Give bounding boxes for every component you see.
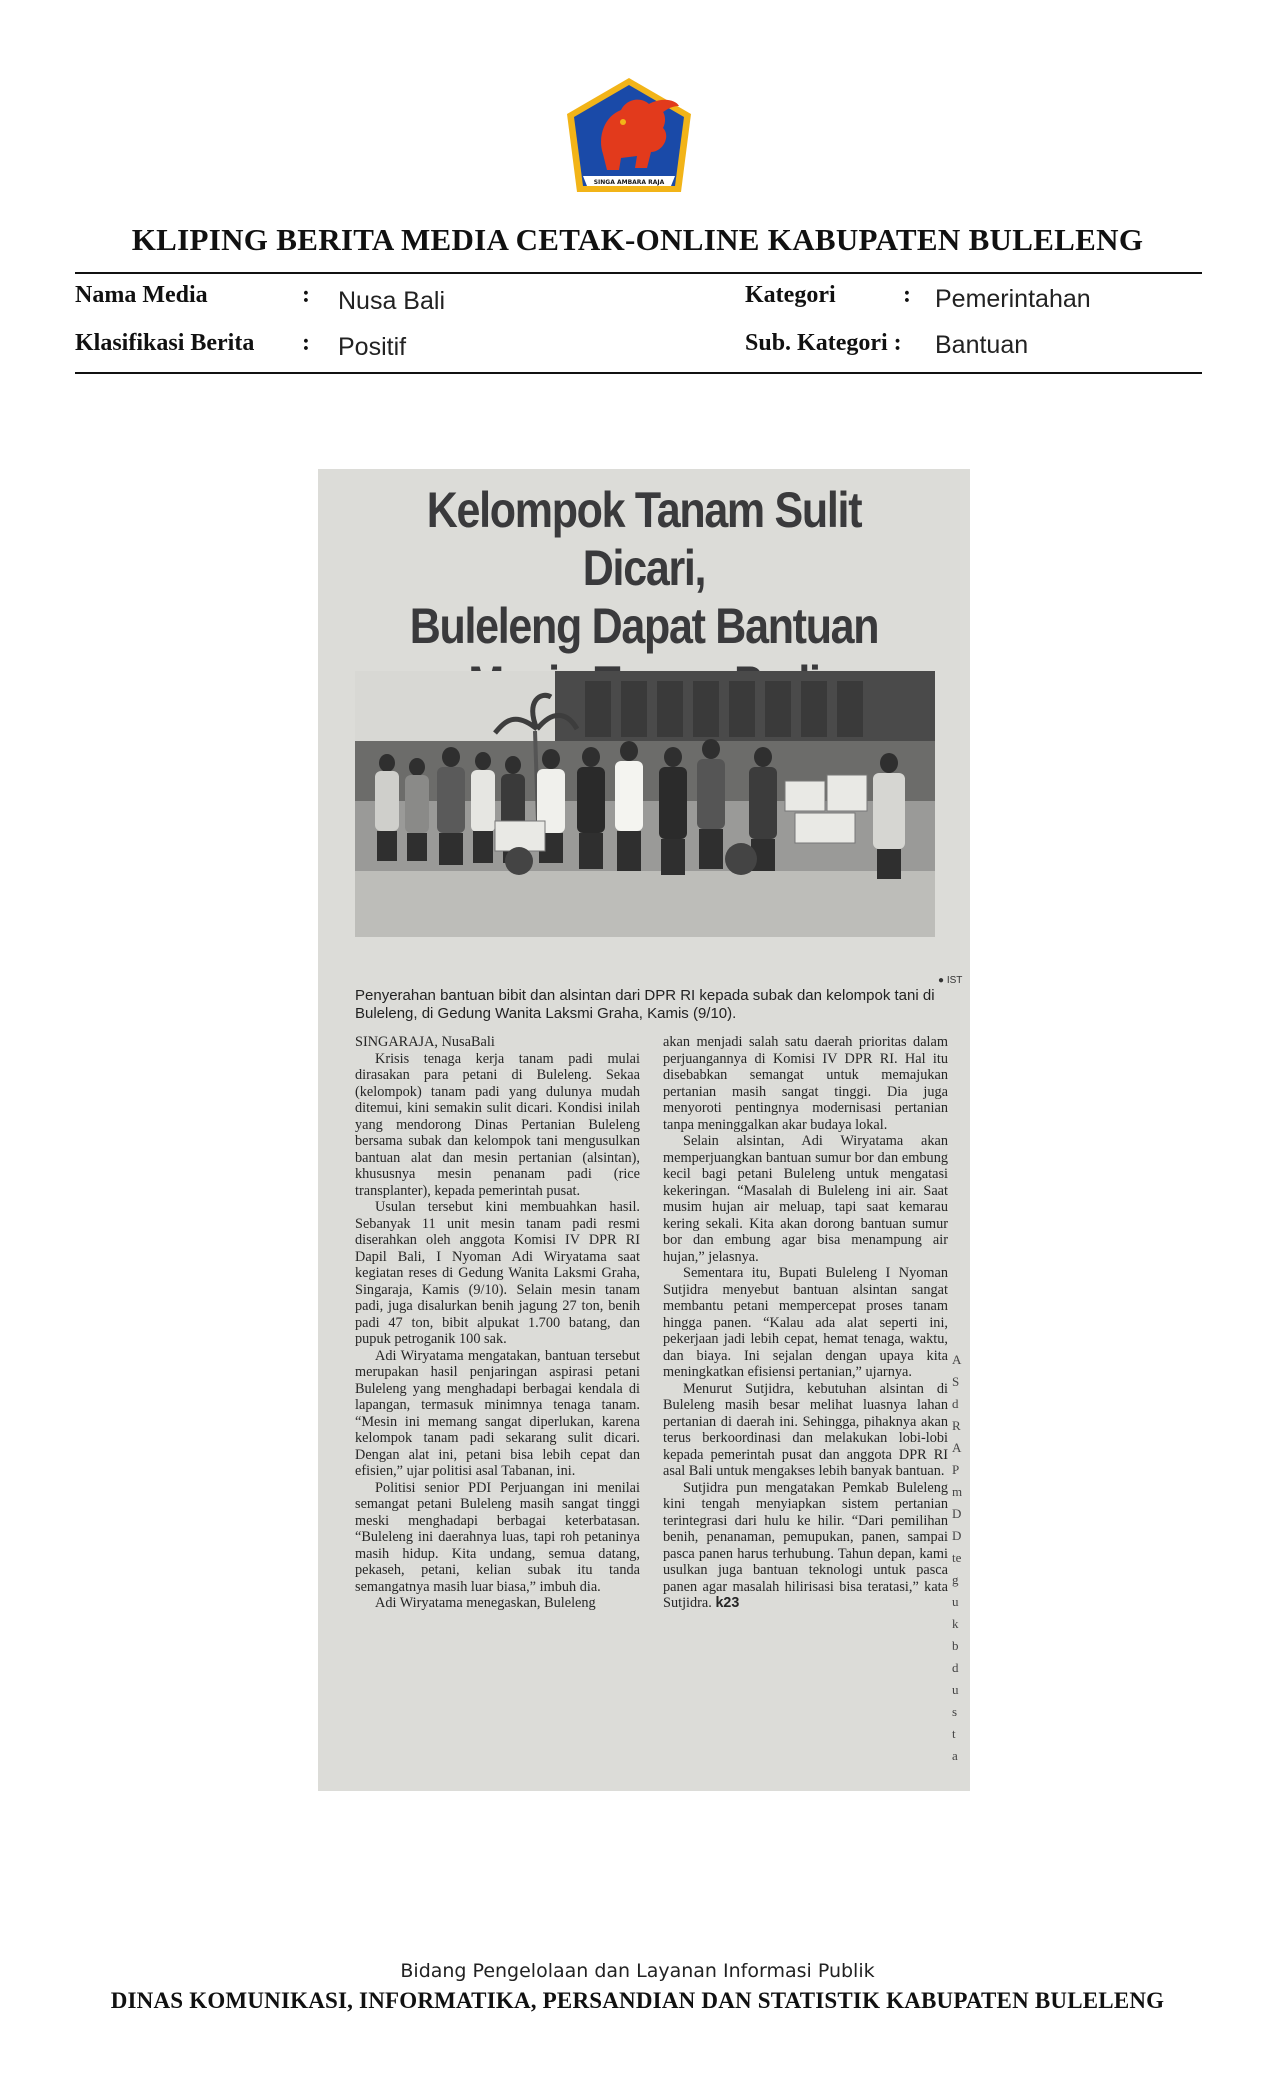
photo-credit: ● IST [938,975,963,986]
paragraph: Selain alsintan, Adi Wiryatama akan memperjuangkan bantuan sumur bor dan embung kecil bagi petani Buleleng untuk mengatasi kekeringan. “Masalah di Buleleng ini air. Saat musim hujan air meluap, tapi saat kemarau kering sekali. Kita akan dorong bantuan sumur bor dan embung agar bisa menampung air hujan,” jelasnya. [663,1133,948,1265]
nama-media-value: Nusa Bali [338,287,445,315]
edge-letter: D [952,1528,962,1543]
kategori-colon: : [903,282,911,308]
article-column-1 [355,1034,640,1612]
edge-letter: d [952,1660,959,1675]
paragraph: Politisi senior PDI Perjuangan ini menilai semangat petani Buleleng masih sangat tinggi meski menghadapi berbagai keterbatasan. “Buleleng ini daerahnya luas, tapi roh petaninya masih hidup. Kita undang, semua datang, pekaseh, petani, kelian subak itu tanda semangatnya masih luar biasa,” imbuh dia. [355,1479,640,1595]
header-divider-bottom [75,372,1202,374]
paragraph: Krisis tenaga kerja tanam padi mulai dirasakan para petani di Buleleng. Sekaa (kelompok) tanam padi yang dulunya mudah ditemui, kini semakin sulit dicari. Kondisi inilah yang mendorong Dinas Pertanian Buleleng bersama subak dan kelompok tani mengusulkan bantuan alat dan mesin pertanian (alsintan), khususnya mesin penanam padi (rice transplanter), kepada pemerintah pusat. [355,1050,640,1199]
nama-media-label: Nama Media [75,282,208,308]
edge-letter: u [952,1594,959,1609]
paragraph: Sementara itu, Bupati Buleleng I Nyoman Sutjidra menyebut bantuan alsintan sangat membantu petani mempercepat proses tanam hingga panen. “Kalau ada alat seperti ini, pekerjaan jadi lebih cepat, hemat tenaga, waktu, dan biaya. Ini sejalan dengan upaya kita meningkatkan efisiensi pertanian,” ujarnya. [663,1265,948,1380]
headline-line-2: Buleleng Dapat Bantuan [409,598,879,654]
edge-letter: s [952,1704,958,1719]
sub-kategori-label: Sub. Kategori : [745,330,902,356]
edge-letter: D [952,1506,962,1521]
author-signature: k23 [715,1595,740,1611]
edge-letter: u [952,1682,959,1697]
edge-letter: R [952,1418,961,1433]
paragraph [663,1480,948,1612]
edge-letter: d [952,1396,959,1411]
nama-media-colon: : [302,282,310,308]
kategori-label: Kategori [745,282,836,308]
logo-text: SINGA AMBARA RAJA [593,179,665,186]
paragraph: Adi Wiryatama menegaskan, Buleleng [375,1595,596,1611]
headline-line-1: Kelompok Tanam Sulit Dicari, [426,482,862,596]
edge-letter: P [952,1462,960,1477]
kategori-value: Pemerintahan [935,285,1091,313]
edge-letter: g [952,1572,959,1587]
paragraph: Usulan tersebut kini membuahkan hasil. Sebanyak 11 unit mesin tanam padi resmi diserahkan oleh anggota Komisi IV DPR RI Dapil Bali, I Nyoman Adi Wiryatama saat kegiatan reses di Gedung Wanita Laksmi Graha, Singaraja, Kamis (9/10). Selain mesin tanam padi, juga disalurkan benih jagung 27 ton, benih padi 47 ton, bibit alpukat 1.700 batang, dan pupuk petroganik 100 sak. [355,1199,640,1347]
footer-agency: DINAS KOMUNIKASI, INFORMATIKA, PERSANDIAN DAN STATISTIK KABUPATEN BULELENG [110,1988,1165,2013]
paragraph: Adi Wiryatama mengatakan, bantuan tersebut merupakan hasil penjaringan aspirasi petani Buleleng yang menghadapi berbagai kendala di lapangan, termasuk minimnya tenaga tanam. “Mesin ini memang sangat diperlukan, karena kelompok tanam padi sekarang sulit dicari. Dengan alat ini, petani bisa lebih cepat dan efisien,” ujar politisi asal Tabanan, ini. [355,1347,640,1479]
header-divider-top [75,272,1202,274]
edge-letter: m [952,1484,963,1499]
edge-letter: S [952,1374,960,1389]
klasifikasi-label: Klasifikasi Berita [75,330,255,356]
article-dateline: SINGARAJA, NusaBali [355,1034,495,1050]
footer-division: Bidang Pengelolaan dan Layanan Informasi Publik [400,1960,875,1982]
document-title: KLIPING BERITA MEDIA CETAK-ONLINE KABUPATEN BULELENG [131,222,1144,257]
klasifikasi-value: Positif [338,333,407,361]
edge-letter: A [952,1352,962,1367]
sub-kategori-value: Bantuan [935,331,1029,359]
buleleng-singa-ambara-raja-crest-icon [563,76,695,198]
photo-caption: Penyerahan bantuan bibit dan alsintan dari DPR RI kepada subak dan kelompok tani di Buleleng, di Gedung Wanita Laksmi Graha, Kamis (9/10). [355,987,935,1022]
edge-letter: t [952,1726,956,1741]
adjacent-column-fragment [952,1349,966,1767]
edge-letter: A [952,1440,962,1455]
edge-letter: b [952,1638,959,1653]
group-photo-handover-icon [355,671,935,937]
edge-letter: k [952,1616,959,1631]
edge-letter: te [952,1550,962,1565]
paragraph-text: Sutjidra pun mengatakan Pemkab Buleleng kini tengah menyiapkan sistem pertanian terintegrasi dari hulu ke hilir. “Dari pemilihan benih, penanaman, pemupukan, panen, sampai pasca panen harus terhubung. Tahun depan, kami usulkan juga bantuan teknologi untuk pasca panen agar masalah hilirisasi bisa teratasi,” kata Sutjidra. [663,1479,948,1611]
article-column-2 [663,1034,948,1612]
newspaper-clipping [318,469,970,1791]
paragraph: akan menjadi salah satu daerah prioritas dalam perjuangannya di Komisi IV DPR RI. Hal itu disebabkan semangat untuk memajukan pertanian masih sangat tinggi. Dia juga menyoroti pentingnya modernisasi pertanian tanpa meninggalkan akar budaya lokal. [663,1034,948,1133]
edge-letter: a [952,1748,958,1763]
paragraph: Menurut Sutjidra, kebutuhan alsintan di Buleleng masih besar melihat luasnya lahan pertanian di daerah ini. Sehingga, pihaknya akan terus berkoordinasi dan melakukan lobi-lobi kepada pemerintah pusat dan anggota DPR RI asal Bali untuk mengakses lebih banyak bantuan. [663,1380,948,1479]
klasifikasi-colon: : [302,330,310,356]
